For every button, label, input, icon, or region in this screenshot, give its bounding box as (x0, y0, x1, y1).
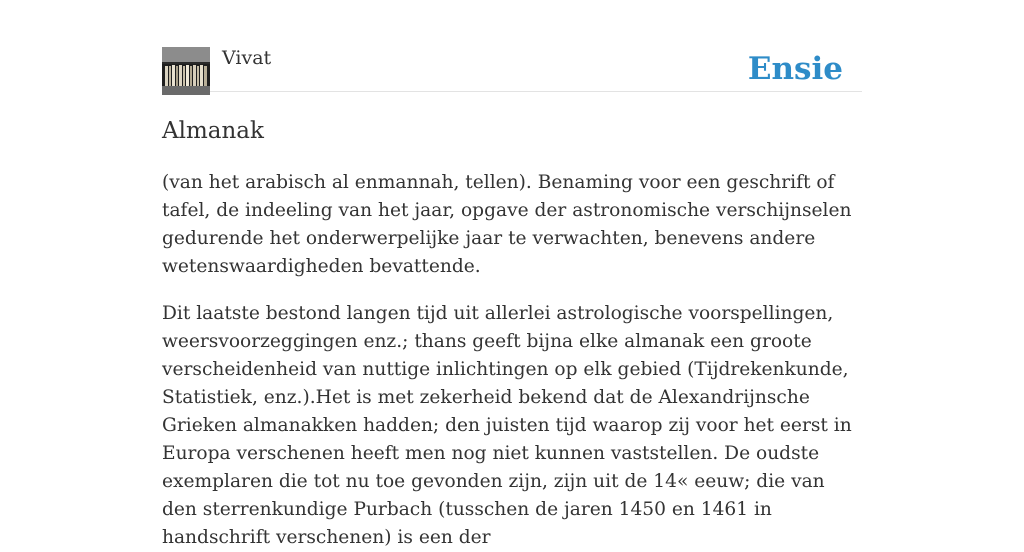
paragraph: Dit laatste bestond langen tijd uit allerlei astrologische voorspellingen, weersvoorzeggingen enz.; thans geeft bijna elke almanak een groote verscheidenheid van nuttige inlichtingen op elk gebied (Tijdrekenkunde, Statistiek, enz.).Het is met zekerheid bekend dat de Alexandrijnsche Grieken almanakken hadden; den juisten tijd waarop zij voor het eerst in Europa verschenen heeft men nog niet kunnen vaststellen. De oudste exemplaren die tot nu toe gevonden zijn, zijn uit de 14« eeuw; die van den sterrenkundige Purbach (tusschen de jaren 1450 en 1461 in handschrift verschenen) is een der (162, 303, 852, 548)
author-name[interactable]: Vivat (222, 47, 272, 69)
article-body (162, 169, 862, 552)
brand-logo[interactable]: Ensie (747, 51, 843, 87)
article-title: Almanak (162, 118, 264, 144)
content-column (162, 0, 862, 552)
author-avatar[interactable] (162, 47, 210, 95)
page-header (162, 0, 862, 92)
bookshelf-avatar-icon (162, 47, 210, 95)
paragraph: (van het arabisch al enmannah, tellen). Benaming voor een geschrift of tafel, de indeeling van het jaar, opgave der astronomische verschijnselen gedurende het onderwerpelijke jaar te verwachten, benevens andere wetenswaardigheden bevattende. (162, 172, 852, 277)
